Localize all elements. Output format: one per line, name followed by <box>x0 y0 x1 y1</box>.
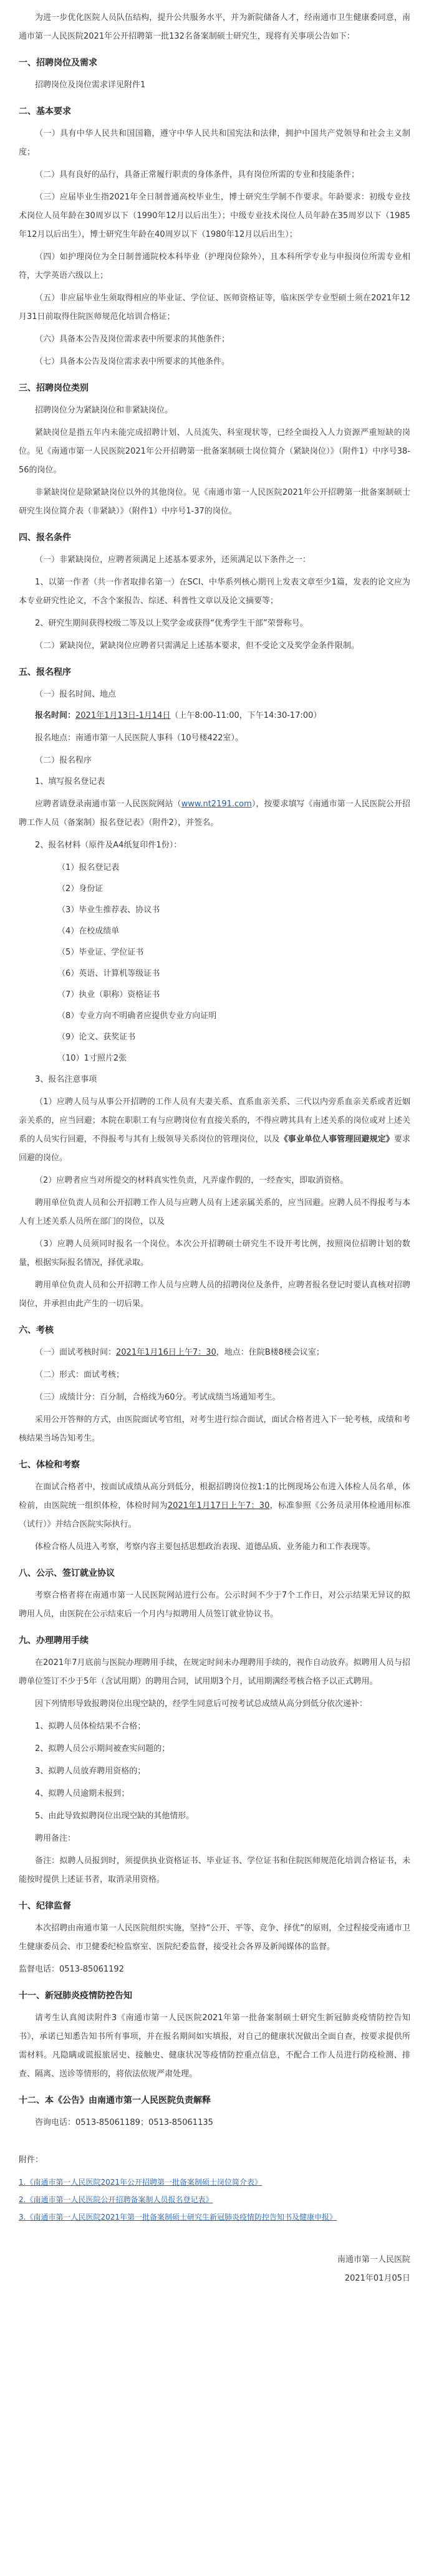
step-1-text-b: ），按要求填写《南通市第一人民医院公开招聘工作人员（备案制）报名登记表》（附件2），并签名。 <box>19 799 410 828</box>
physical-exam-paragraph <box>19 1478 410 1534</box>
spacer <box>19 2227 410 2251</box>
hospital-website-link[interactable]: www.nt2191.com <box>181 799 252 809</box>
supervision-paragraph: 本次招聘由南通市第一人民医院组织实施，坚持“公开、平等、竞争、择优”的原则，全过程接受南通市卫生健康委员会、市卫健委纪检监察室、医院纪委监督，接受社会各界及新闻媒体的监督。 <box>19 1924 410 1952</box>
intro-paragraph: 为进一步优化医院人员队伍结构，提升公共服务水平，并为新院储备人才，经南通市卫生健康委同意，南通市第一人民医院2021年公开招聘第一批132名备案制硕士研究生，现将有关事项公告如下： <box>19 13 410 41</box>
step-1-title: 1、填写报名登记表 <box>35 777 105 786</box>
note-1-tail: 要求回避的岗位。 <box>19 1135 410 1163</box>
hiring-note: 备注：拟聘人员报到时，须提供执业资格证书、毕业证书、学位证书和住院医师规范化培训合格证书，未能按时提供上述证书者，取消录用资格。 <box>19 1856 410 1884</box>
vacancy-item: 4、拟聘人员逾期未报到； <box>35 1789 130 1798</box>
material-item: （5）毕业证、学位证书 <box>57 948 144 957</box>
material-item: （3）毕业生推荐表、协议书 <box>57 905 160 915</box>
material-item: （2）身份证 <box>57 884 104 894</box>
consult-phone: 咨询电话：0513-85061189；0513-85061135 <box>35 2118 213 2127</box>
section-5-title: 五、报名程序 <box>19 667 71 677</box>
requirement-item: （六）具备本公告及岗位需求表中所要求的其他条件； <box>35 335 230 344</box>
attachment-link-3[interactable]: 3.《南通市第一人民医院2021年第一批备案制硕士研究生新冠肺炎疫情防控告知书及健康申报》 <box>19 2213 337 2221</box>
material-item: （9）论文、获奖证书 <box>57 1033 136 1042</box>
condition-item: 1、以第一作者（共一作者取排名第一）在SCI、中华系列核心期刊上发表文章至少1篇，发表的论文应为本专业研究性论文，不含个案报告、综述、科普性文章以及论文摘要等； <box>19 578 410 606</box>
material-item: （8）专业方向不明确者应提供专业方向证明 <box>57 1011 217 1021</box>
registration-note: （3）应聘人员须同时报名一个岗位。本次公开招聘硕士研究生不设开考比例，按照岗位招聘计划的数量，根据实际报名情况，择优录取。 <box>19 1239 410 1267</box>
hiring-paragraph: 在2021年7月底前与医院办理聘用手续，在规定时间未办理聘用手续的，视作自动放弃。拟聘用人员与招聘单位签订不少于5年（含试用期）的聘用合同，试用期3个月，试用期满经考核合格予以正式聘用。 <box>19 1658 410 1686</box>
publicity-paragraph: 考察合格者将在南通市第一人民医院网站进行公布。公示时间不少于7个工作日，对公示结果无异议的拟聘用人员，由医院在公示结束后一个月内与拟聘用人员签订就业协议书。 <box>19 1591 410 1619</box>
physical-exam-time: 2021年1月17日上午7：30 <box>167 1501 270 1510</box>
section-3-paragraph: 非紧缺岗位是除紧缺岗位以外的其他岗位。见《南通市第一人民医院2021年公开招聘第一批备案制硕士研究生岗位简介表（非紧缺）》（附件1）中序号1-37的岗位。 <box>19 488 410 516</box>
registration-place: 报名地点：南通市第一人民医院人事科（10号楼422室）。 <box>35 733 243 743</box>
hiring-paragraph: 因下列情形导致报聘岗位出现空缺的，经学生同意后可按考试总成绩从高分到低分依次递补： <box>35 1699 368 1709</box>
vacancy-item: 2、拟聘人员公示期间被查实问题的； <box>35 1744 170 1753</box>
note-1-text: （1）应聘人员与从事公开招聘的工作人员有夫妻关系、直系血亲关系、三代以内旁系血亲关系或者近姻亲关系的，应当回避；本院在职职工有与应聘岗位有直接关系的，不得应聘其具有上述关系的岗位或对上述关系的人员实行回避，不得报考与其有上级领导关系岗位的管理岗位，以及 <box>19 1097 410 1144</box>
section-7-title: 七、体检和考察 <box>19 1460 80 1470</box>
epidemic-paragraph: 请考生认真阅读附件3《南通市第一人民医院2021年第一批备案制硕士研究生新冠肺炎疫情防控告知书》，承诺已知悉告知书所有事项，并在报名期间如实填报，对自己的健康状况做出全面自查，按要求提供所需材料。凡隐瞒或谎报旅居史、接触史、健康状况等疫情防控重点信息，不配合工作人员进行防疫检测、排查、隔离、送诊等情形的，将依法依规严肃处理。 <box>19 2013 410 2079</box>
registration-time-label: 报名时间： <box>35 711 76 720</box>
section-8-title: 八、公示、签订就业协议 <box>19 1568 115 1578</box>
section-10-title: 十、纪律监督 <box>19 1901 71 1911</box>
section-12-title: 十二、本《公告》由南通市第一人民医院负责解释 <box>19 2096 211 2106</box>
exam-time-rest: ，地点：住院B楼8楼会议室； <box>216 1348 324 1357</box>
registration-note: （2）应聘者应当对所提交的材料真实性负责，凡弄虚作假的，一经查实，即取消资格。 <box>35 1176 349 1185</box>
exam-form: （二）形式：面试考核； <box>35 1370 125 1380</box>
issue-date: 2021年01月05日 <box>344 2274 410 2283</box>
condition-item: 2、研究生期间获得校级二等及以上奖学金或获得“优秀学生干部”荣誉称号。 <box>35 619 308 628</box>
step-3-title: 3、报名注意事项 <box>35 1075 97 1084</box>
exam-time-label: （一）面试考核时间： <box>35 1348 117 1357</box>
supervision-phone: 监督电话：0513-85061192 <box>19 1965 124 1974</box>
material-item: （7）执业（职称）资格证书 <box>57 990 160 999</box>
material-item: （6）英语、计算机等级证书 <box>57 969 160 978</box>
registration-time-value: 2021年1月13日-1月14日 <box>75 711 171 720</box>
hiring-note-label: 聘用备注： <box>35 1834 76 1843</box>
note-regulation-title: 《事业单位人事管理回避规定》 <box>279 1135 394 1144</box>
requirement-item: （一）具有中华人民共和国国籍，遵守中华人民共和国宪法和法律，拥护中国共产党领导和社会主义制度； <box>19 129 410 157</box>
material-item: （10）1寸照片2张 <box>57 1054 127 1063</box>
step-1-text-a: 应聘者请登录南通市第一人民医院网站（ <box>35 799 181 809</box>
vacancy-item: 1、拟聘人员体检结果不合格； <box>35 1722 146 1731</box>
inspection-paragraph: 体检合格人员进入考察，考察内容主要包括思想政治表现、道德品质、业务能力和工作表现等。 <box>35 1542 376 1552</box>
section-2-title: 二、基本要求 <box>19 107 71 117</box>
section-11-title: 十一、新冠肺炎疫情防控告知 <box>19 1991 132 2001</box>
section-4-title: 四、报名条件 <box>19 533 71 543</box>
exam-time-value: 2021年1月16日上午7：30 <box>116 1348 216 1357</box>
section-4-paragraph: （二）紧缺岗位，紧缺岗位应聘者只需满足上述基本要求，但不受论文及奖学金条件限制。 <box>35 641 360 651</box>
registration-note <box>19 1093 410 1168</box>
physical-exam-text-b: ，标准参照《公务员录用体检通用标准（试行）》并结合医院实际执行。 <box>19 1501 410 1529</box>
requirement-item: （五）非应届毕业生须取得相应的毕业证、学位证、医师资格证等，临床医学专业型硕士须在2021年12月31日前取得住院医师规范化培训合格证； <box>19 293 410 322</box>
requirement-item: （四）如护理岗位为全日制普通院校本科毕业（护理岗位除外），且本科所学专业与申报岗位所需专业相符，大学英语六级以上； <box>19 252 410 280</box>
section-1-text: 招聘岗位及岗位需求详见附件1 <box>35 80 146 90</box>
section-3-paragraph: 紧缺岗位是指五年内未能完成招聘计划、人员流失、科室现状等，已经全面投入人力资源严重短缺的岗位。见《南通市第一人民医院2021年公开招聘第一批备案制硕士岗位简介（紧缺岗位）》（附件1）中序号38-56的岗位。 <box>19 428 410 475</box>
section-6-title: 六、考核 <box>19 1325 54 1335</box>
section-3-lead: 招聘岗位分为紧缺岗位和非紧缺岗位。 <box>35 406 173 415</box>
registration-note: 聘用单位负责人员和公开招聘工作人员与应聘人员有上述亲属关系的，应当回避。应聘人员不得报考与本人有上述关系人员所在部门的岗位，以及 <box>19 1198 410 1226</box>
requirement-item: （七）具备本公告及岗位需求表中所要求的其他条件。 <box>35 357 230 366</box>
physical-exam-text-a: 在面试合格者中，按面试成绩从高分到低分，根据招聘岗位按1:1的比例现场公布进入体检人员名单，体检前，由医院统一组织体检，体检时间为 <box>19 1482 410 1510</box>
attachment-link-1[interactable]: 1.《南通市第一人民医院2021年公开招聘第一批备案制硕士岗位简介表》 <box>19 2178 262 2187</box>
requirement-item: （三）应届毕业生指2021年全日制普通高校毕业生，博士研究生学制不作要求。年龄要求：初级专业技术岗位人员年龄在30周岁以下（1990年12月以后出生）；中级专业技术岗位人员年龄在35周岁以下（1985年12月以后出生），博士研究生年龄在40周岁以下（1980年12月以后出生）； <box>19 193 410 239</box>
exam-score: （三）成绩计分：百分制，合格线为60分。考试成绩当场通知考生。 <box>35 1393 281 1402</box>
section-5-sub2: （二）报名程序 <box>35 756 92 765</box>
vacancy-item: 5、由此导致拟聘岗位出现空缺的其他情形。 <box>35 1811 195 1821</box>
registration-time-rest: （上午8:00-11:00，下午14:30-17:00） <box>170 711 322 720</box>
exam-paragraph: 采用公开答辩的方式，由医院面试考官组，对考生进行综合面试，面试合格者进入下一轮考核，成绩和考核结果当场告知考生。 <box>19 1415 410 1443</box>
section-3-title: 三、招聘岗位类别 <box>19 383 89 393</box>
vacancy-item: 3、拟聘人员放弃聘用资格的； <box>35 1767 146 1776</box>
material-item: （4）在校成绩单 <box>57 927 120 936</box>
material-item: （1）报名登记表 <box>57 863 120 872</box>
section-9-title: 九、办理聘用手续 <box>19 1636 89 1646</box>
section-4-lead: （一）非紧缺岗位，应聘者须满足上述基本要求外，还须满足以下条件之一： <box>35 555 311 565</box>
registration-note: 聘用单位负责人员和公开招聘工作人员与应聘人员的招聘岗位及条件，应聘者报名登记时要认真核对招聘岗位，并承担由此产生的一切后果。 <box>19 1281 410 1309</box>
requirement-item: （二）具有良好的品行，具备正常履行职责的身体条件，具有岗位所需的专业和技能条件； <box>35 170 360 179</box>
attachments-label: 附件： <box>19 2155 44 2165</box>
section-5-sub1: （一）报名时间、地点 <box>35 690 117 699</box>
step-2-title: 2、报名材料（原件及A4纸复印件1份）： <box>35 841 182 850</box>
step-1-text <box>19 795 410 832</box>
issuing-organization: 南通市第一人民医院 <box>337 2255 410 2264</box>
exam-time <box>19 1343 410 1362</box>
attachment-link-2[interactable]: 2.《南通市第一人民医院公开招聘备案制人员报名登记表》 <box>19 2195 213 2204</box>
registration-time <box>19 707 410 725</box>
section-1-title: 一、招聘岗位及需求 <box>19 58 97 68</box>
